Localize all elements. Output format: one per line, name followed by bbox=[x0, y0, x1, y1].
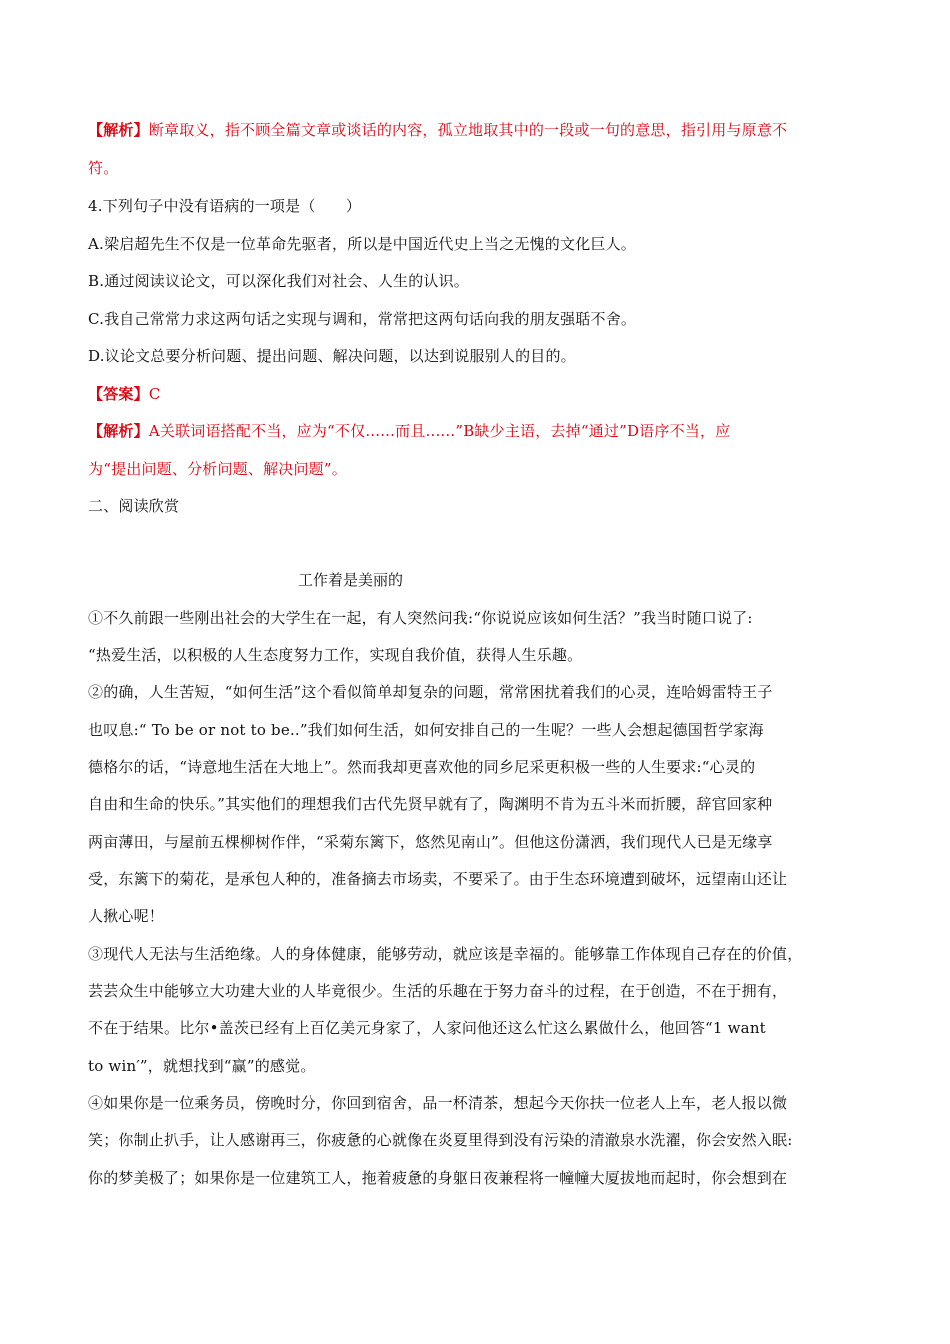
article-line: 笑；你制止扒手，让人感谢再三，你疲惫的心就像在炎夏里得到没有污染的清澈泉水洗濯，你会安然入眠: bbox=[88, 1131, 793, 1149]
option-d: D.议论文总要分析问题、提出问题、解决问题，以达到说服别人的目的。 bbox=[88, 347, 576, 365]
article-line: “热爱生活，以积极的人生态度努力工作，实现自我价值，获得人生乐趣。 bbox=[88, 646, 583, 664]
article-line: 人揪心呢！ bbox=[88, 907, 165, 925]
article-line: ②的确，人生苦短，“如何生活”这个看似简单却复杂的问题，常常困扰着我们的心灵，连哈姆雷特王子 bbox=[88, 683, 773, 701]
article-line: 德格尔的话，“诗意地生活在大地上”。然而我却更喜欢他的同乡尼采更积极一些的人生要求:“心灵的 bbox=[88, 758, 756, 776]
article-line: ④如果你是一位乘务员，傍晚时分，你回到宿舍，品一杯清茶，想起今天你扶一位老人上车，老人报以微 bbox=[88, 1094, 788, 1112]
analysis-3-line-2: 符。 bbox=[88, 159, 119, 177]
analysis-4-text: A关联词语搭配不当，应为“不仅......而且......”B缺少主语，去掉“通过”D语序不当，应 bbox=[148, 422, 731, 440]
article-line: 两亩薄田，与屋前五棵柳树作伴，“采菊东篱下，悠然见南山”。但他这份潇洒，我们现代人已是无缘享 bbox=[88, 833, 773, 851]
article-line: to win′”，就想找到“赢”的感觉。 bbox=[88, 1057, 316, 1075]
article-line: 受，东篱下的菊花，是承包人种的，准备摘去市场卖，不要采了。由于生态环境遭到破坏，远望南山还让 bbox=[88, 870, 788, 888]
article-line: 也叹息:“ To be or not to be..”我们如何生活，如何安排自己的一生呢？一些人会想起德国哲学家海 bbox=[88, 721, 764, 739]
article-line: 芸芸众生中能够立大功建大业的人毕竟很少。生活的乐趣在于努力奋斗的过程，在于创造，不在于拥有， bbox=[88, 982, 788, 1000]
analysis-text: 断章取义，指不顾全篇文章或谈话的内容，孤立地取其中的一段或一句的意思，指引用与原意不 bbox=[148, 121, 788, 139]
option-c: C.我自己常常力求这两句话之实现与调和，常常把这两句话向我的朋友强聒不舍。 bbox=[88, 310, 637, 328]
analysis-4-tag: 【解析】 bbox=[88, 422, 149, 440]
article-line: 你的梦美极了；如果你是一位建筑工人，拖着疲惫的身躯日夜兼程将一幢幢大厦拔地而起时，你会想到在 bbox=[88, 1169, 788, 1187]
answer-line bbox=[88, 384, 868, 404]
analysis-tag: 【解析】 bbox=[88, 121, 149, 139]
section-heading: 二、阅读欣赏 bbox=[88, 497, 180, 515]
answer-value: C bbox=[148, 385, 161, 403]
article-title: 工作着是美丽的 bbox=[298, 571, 404, 589]
analysis-4-line-2: 为“提出问题、分析问题、解决问题”。 bbox=[88, 460, 347, 478]
question-4-stem: 4.下列句子中没有语病的一项是（ ） bbox=[88, 197, 362, 215]
article-line: 自由和生命的快乐。”其实他们的理想我们古代先贤早就有了，陶渊明不肯为五斗米而折腰，辞官回家种 bbox=[88, 795, 773, 813]
option-a: A.梁启超先生不仅是一位革命先驱者，所以是中国近代史上当之无愧的文化巨人。 bbox=[88, 235, 637, 253]
article-line: ①不久前跟一些刚出社会的大学生在一起，有人突然问我:“你说说应该如何生活？”我当时随口说了: bbox=[88, 609, 753, 627]
answer-tag: 【答案】 bbox=[88, 385, 149, 403]
article-line: 不在于结果。比尔•盖茨已经有上百亿美元身家了，人家问他还这么忙这么累做什么，他回答“1 want bbox=[88, 1019, 766, 1037]
analysis-4-line-1 bbox=[88, 421, 868, 441]
option-b: B.通过阅读议论文，可以深化我们对社会、人生的认识。 bbox=[88, 272, 469, 290]
article-line: ③现代人无法与生活绝缘。人的身体健康，能够劳动，就应该是幸福的。能够靠工作体现自己存在的价值， bbox=[88, 945, 803, 963]
analysis-3-line-1 bbox=[88, 120, 868, 140]
